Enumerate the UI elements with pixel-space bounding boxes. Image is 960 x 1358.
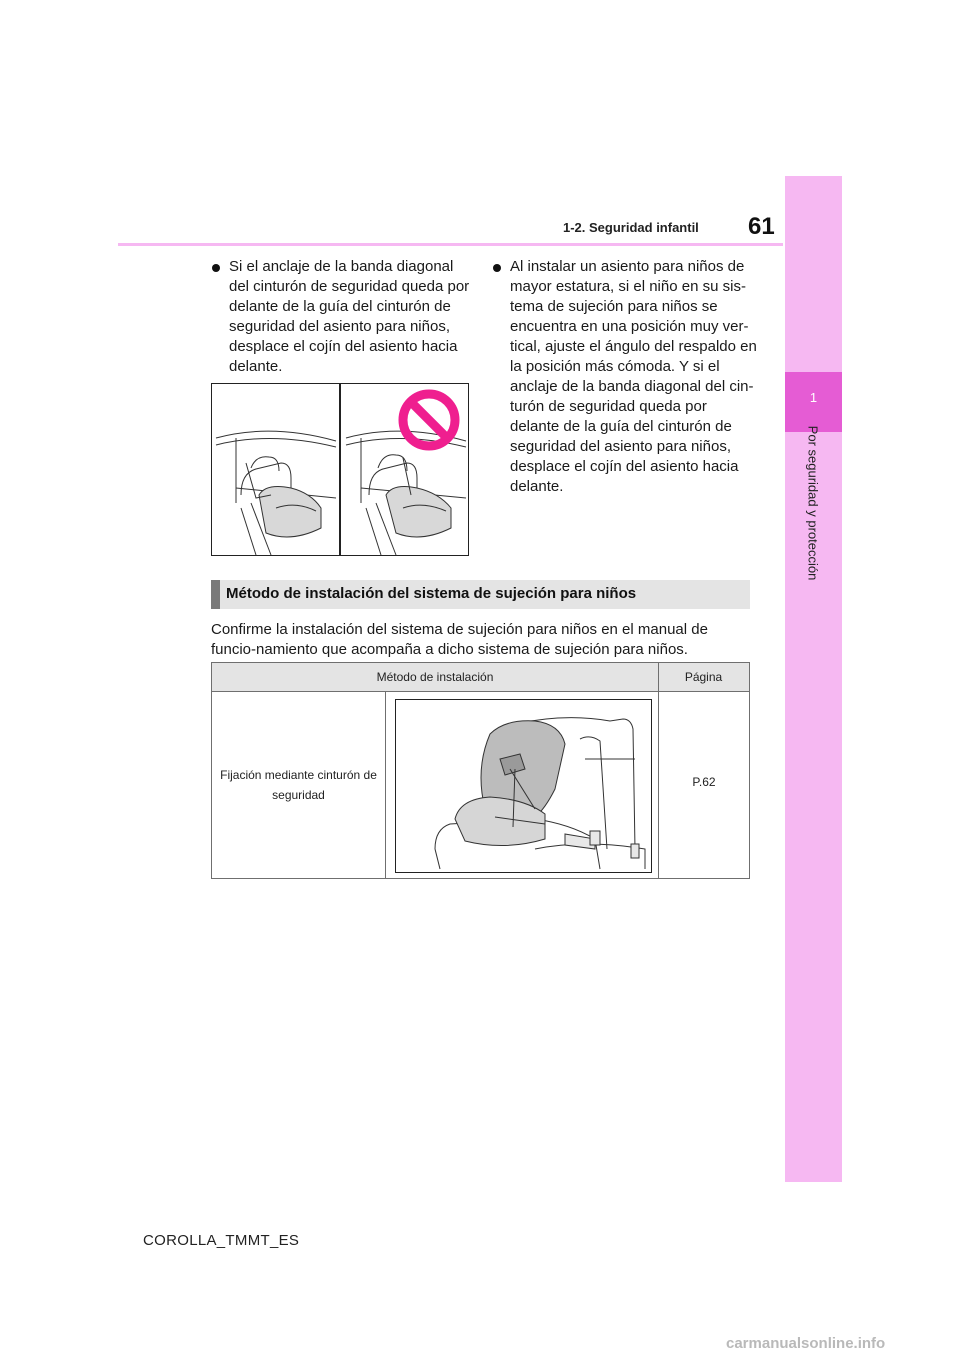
bullet-item-left — [229, 257, 474, 377]
table-cell-method: Fijación mediante cinturón de seguridad — [220, 768, 377, 802]
column-header-page: Página — [684, 670, 723, 684]
table-cell-page: P.62 — [692, 775, 716, 789]
section-title: 1-2. Seguridad infantil — [563, 220, 699, 235]
column-divider — [385, 691, 386, 878]
seatbelt-installation-illustration — [395, 699, 652, 873]
column-divider — [658, 663, 659, 878]
section-heading-accent — [211, 580, 220, 609]
seat-placement-illustration — [211, 383, 469, 556]
installation-table — [211, 662, 750, 879]
bullet-text: Si el anclaje de la banda diagonal del cinturón de seguridad queda por delante de la guía del cinturón de seguridad del asiento para niños, desplace el cojín del asiento hacia delante. — [229, 258, 470, 375]
chapter-label: Por seguridad y protección — [805, 425, 821, 581]
bullet-text: Al instalar un asiento para niños de mayor estatura, si el niño en su sis-tema de sujeción para niños se encuentra en una posición muy ver-tical, ajuste el ángulo del respaldo en la posición más cómoda. Y si el anclaje de la banda diagonal del cin-turón de seguridad queda por delante de la guía del cinturón de seguridad del asiento para niños, desplace el cojín del asiento hacia delante. — [510, 258, 757, 495]
page-number: 61 — [748, 213, 775, 240]
bullet-icon — [212, 264, 220, 272]
bullet-icon — [493, 264, 501, 272]
section-intro: Confirme la instalación del sistema de sujeción para niños en el manual de funcio-namiento que acompaña a dicho sistema de sujeción para niños. — [211, 621, 708, 658]
chapter-number: 1 — [809, 390, 818, 405]
column-header-method: Método de instalación — [376, 670, 494, 684]
document-code: COROLLA_TMMT_ES — [143, 1232, 300, 1249]
table-header-row — [212, 663, 749, 692]
bullet-item-right — [510, 257, 760, 497]
chapter-side-tab — [785, 176, 842, 1182]
header-rule — [118, 243, 783, 246]
section-heading: Método de instalación del sistema de sujeción para niños — [226, 585, 637, 602]
watermark: carmanualsonline.info — [726, 1335, 886, 1352]
